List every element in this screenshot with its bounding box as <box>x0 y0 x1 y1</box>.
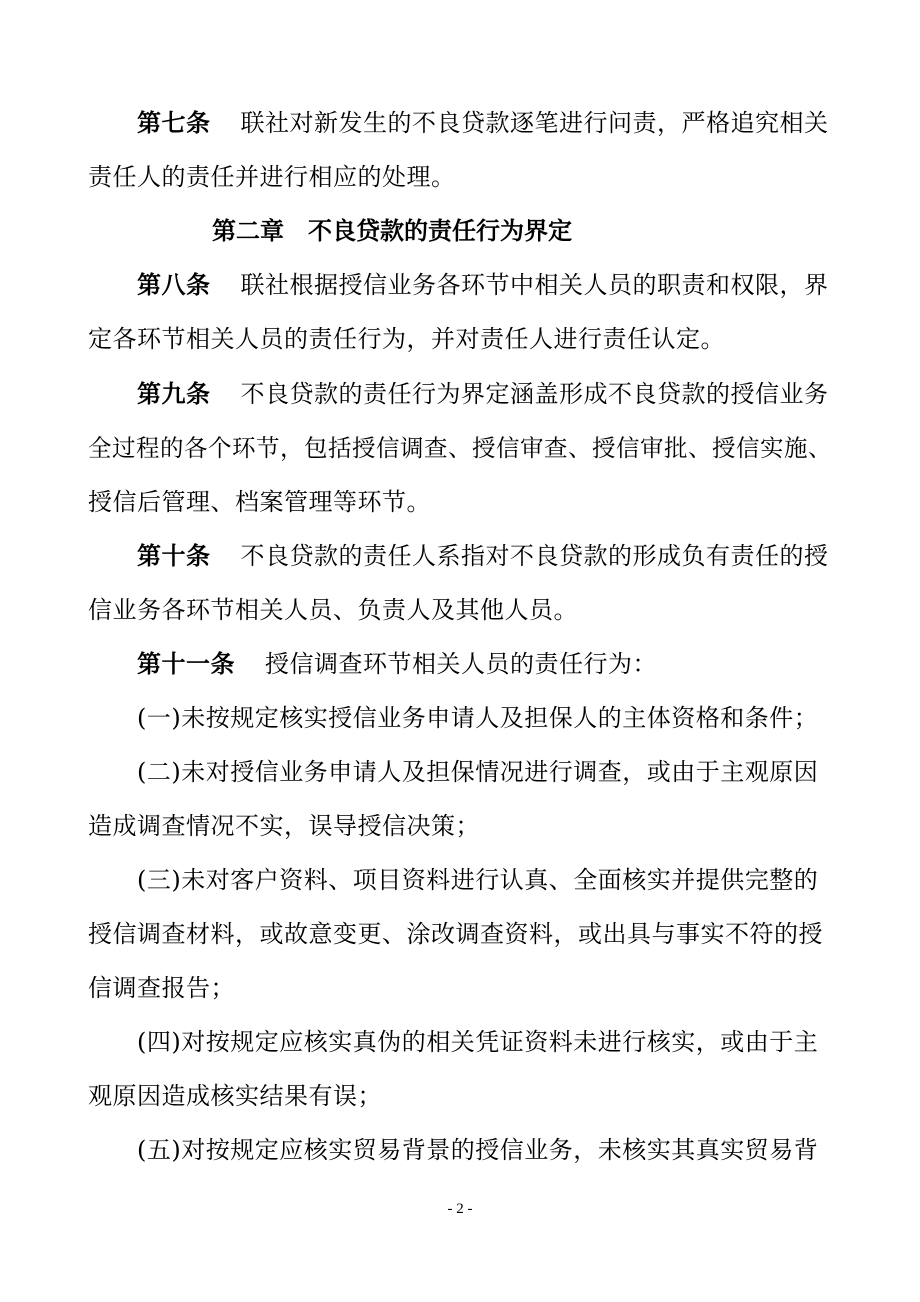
item4-line2: 观原因造成核实结果有误； <box>88 1082 382 1110</box>
article10-text1: 不良贷款的责任人系指对不良贷款的形成负有责任的授 <box>240 542 829 570</box>
article10-line2: 信业务各环节相关人员、负责人及其他人员。 <box>88 596 578 624</box>
article9-line2: 全过程的各个环节，包括授信调查、授信审查、授信审批、授信实施、 <box>88 434 832 462</box>
article7-line1 <box>137 106 829 140</box>
article11-text1: 授信调查环节相关人员的责任行为： <box>265 650 657 678</box>
item5-line1: (五)对按规定应核实贸易背景的授信业务，未核实其真实贸易背 <box>137 1136 819 1164</box>
item3-line2: 授信调查材料，或故意变更、涂改调查资料，或出具与事实不符的授 <box>88 920 823 948</box>
article9-label: 第九条 <box>137 380 211 408</box>
article9-text1: 不良贷款的责任行为界定涵盖形成不良贷款的授信业务 <box>240 380 829 408</box>
article11-label: 第十一条 <box>137 650 235 678</box>
chapter-heading <box>212 214 572 248</box>
item3-line3: 信调查报告； <box>88 974 235 1002</box>
item1-line1: (一)未按规定核实授信业务申请人及担保人的主体资格和条件； <box>137 704 819 732</box>
article11-line1 <box>137 647 657 681</box>
article10-line1 <box>137 539 829 573</box>
article7-line2: 责任人的责任并进行相应的处理。 <box>88 163 456 191</box>
article7-text1: 联社对新发生的不良贷款逐笔进行问责，严格追究相关 <box>240 109 829 137</box>
item4-line1: (四)对按规定应核实真伪的相关凭证资料未进行核实，或由于主 <box>137 1028 819 1056</box>
item3-line1: (三)未对客户资料、项目资料进行认真、全面核实并提供完整的 <box>137 866 819 894</box>
article9-line1 <box>137 377 829 411</box>
chapter-title: 不良贷款的责任行为界定 <box>308 217 572 245</box>
article9-line3: 授信后管理、档案管理等环节。 <box>88 488 431 516</box>
article8-line1 <box>137 268 829 302</box>
chapter-number: 第二章 <box>212 217 284 245</box>
item2-line2: 造成调查情况不实，误导授信决策； <box>88 812 480 840</box>
article10-label: 第十条 <box>137 542 211 570</box>
page-number: - 2 - <box>447 1201 473 1217</box>
item2-line1: (二)未对授信业务申请人及担保情况进行调查，或由于主观原因 <box>137 758 819 786</box>
article7-label: 第七条 <box>137 109 211 137</box>
article8-label: 第八条 <box>137 271 211 299</box>
article8-text1: 联社根据授信业务各环节中相关人员的职责和权限，界 <box>240 271 829 299</box>
article8-line2: 定各环节相关人员的责任行为，并对责任人进行责任认定。 <box>88 325 725 353</box>
